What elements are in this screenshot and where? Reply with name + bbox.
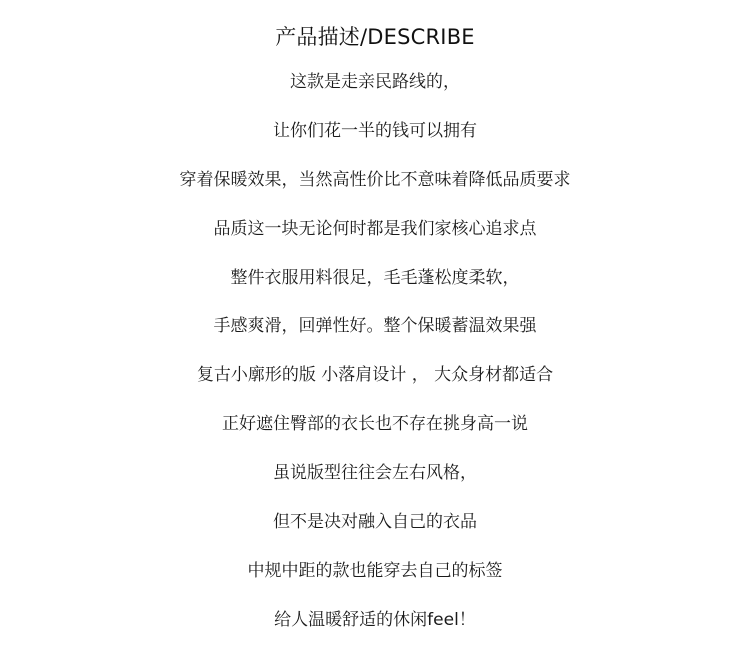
description-line: 虽说版型往往会左右风格， bbox=[273, 463, 477, 484]
description-line: 整件衣服用料很足，毛毛蓬松度柔软， bbox=[230, 267, 520, 288]
section-title: 产品描述/DESCRIBE bbox=[275, 25, 475, 49]
description-line: 中规中距的款也能穿去自己的标签 bbox=[247, 560, 503, 581]
description-line: 让你们花一半的钱可以拥有 bbox=[273, 120, 477, 141]
description-lines bbox=[0, 66, 750, 653]
description-line: 但不是决对融入自己的衣品 bbox=[273, 512, 477, 533]
description-line: 正好遮住臀部的衣长也不存在挑身高一说 bbox=[222, 414, 528, 435]
description-line: 穿着保暖效果，当然高性价比不意味着降低品质要求 bbox=[179, 169, 571, 190]
description-line: 复古小廓形的版 小落肩设计 ， 大众身材都适合 bbox=[196, 365, 554, 386]
description-line: 给人温暖舒适的休闲feel！ bbox=[274, 609, 476, 630]
description-line: 品质这一块无论何时都是我们家核心追求点 bbox=[213, 218, 537, 239]
description-line: 这款是走亲民路线的， bbox=[290, 72, 460, 92]
description-line: 手感爽滑，回弹性好。整个保暖蓄温效果强 bbox=[213, 316, 537, 337]
